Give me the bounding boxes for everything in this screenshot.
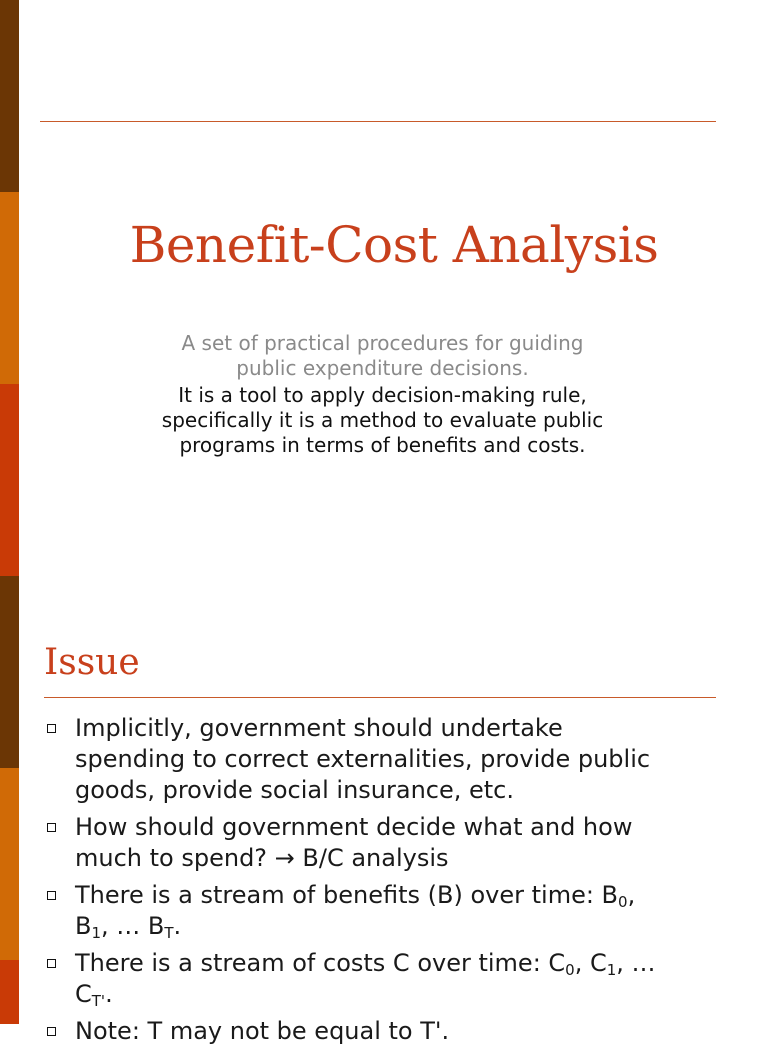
bullet-text: , — [627, 881, 636, 909]
bullet-list — [44, 713, 724, 1053]
bullet-text: , … — [616, 949, 656, 977]
subscript: T' — [91, 992, 106, 1010]
issue-heading: Issue — [44, 642, 140, 683]
bullet-text-line: spending to correct externalities, provide public — [75, 745, 651, 773]
list-item — [44, 880, 724, 942]
list-item — [44, 1016, 724, 1047]
slide-description — [20, 383, 745, 458]
slide-subtitle — [20, 331, 745, 381]
bullet-text: B — [75, 912, 92, 940]
bullet-text: , … B — [101, 912, 165, 940]
list-item — [44, 948, 724, 1010]
slide-issue — [0, 576, 768, 1045]
subscript: T — [164, 924, 174, 942]
subtitle-line: public expenditure decisions. — [236, 356, 529, 380]
bullet-text-line: goods, provide social insurance, etc. — [75, 776, 515, 804]
bullet-text: , C — [574, 949, 607, 977]
bullet-text: There is a stream of costs C over time: C — [75, 949, 566, 977]
subscript: 0 — [565, 961, 575, 979]
bullet-text: C — [75, 980, 92, 1008]
bullet-text-line: Implicitly, government should undertake — [75, 714, 563, 742]
square-bullet-icon — [47, 724, 56, 733]
bullet-text-line — [75, 880, 724, 911]
list-item — [44, 713, 724, 806]
list-item — [44, 812, 724, 874]
square-bullet-icon — [47, 1027, 56, 1036]
description-line: programs in terms of benefits and costs. — [179, 433, 586, 457]
bullet-text-line — [75, 948, 724, 979]
bullet-text-line — [75, 979, 724, 1010]
description-line: It is a tool to apply decision-making rule, — [178, 383, 587, 407]
issue-rule — [44, 697, 716, 698]
square-bullet-icon — [47, 959, 56, 968]
subtitle-line: A set of practical procedures for guiding — [181, 331, 584, 355]
subscript: 0 — [618, 893, 628, 911]
bullet-text-line — [75, 911, 724, 942]
square-bullet-icon — [47, 891, 56, 900]
bullet-text-line: How should government decide what and how — [75, 813, 633, 841]
bullet-text: . — [173, 912, 182, 940]
subscript: 1 — [606, 961, 617, 979]
slide-title-heading: Benefit-Cost Analysis — [129, 216, 659, 274]
bullet-text: . — [105, 980, 113, 1008]
subscript: 1 — [91, 924, 102, 942]
square-bullet-icon — [47, 823, 56, 832]
description-line: specifically it is a method to evaluate public — [161, 408, 604, 432]
bullet-text-line: Note: T may not be equal to T'. — [75, 1017, 450, 1045]
bullet-text: There is a stream of benefits (B) over time: B — [75, 881, 619, 909]
top-rule — [40, 121, 716, 122]
bullet-text-line: much to spend? → B/C analysis — [75, 844, 449, 872]
